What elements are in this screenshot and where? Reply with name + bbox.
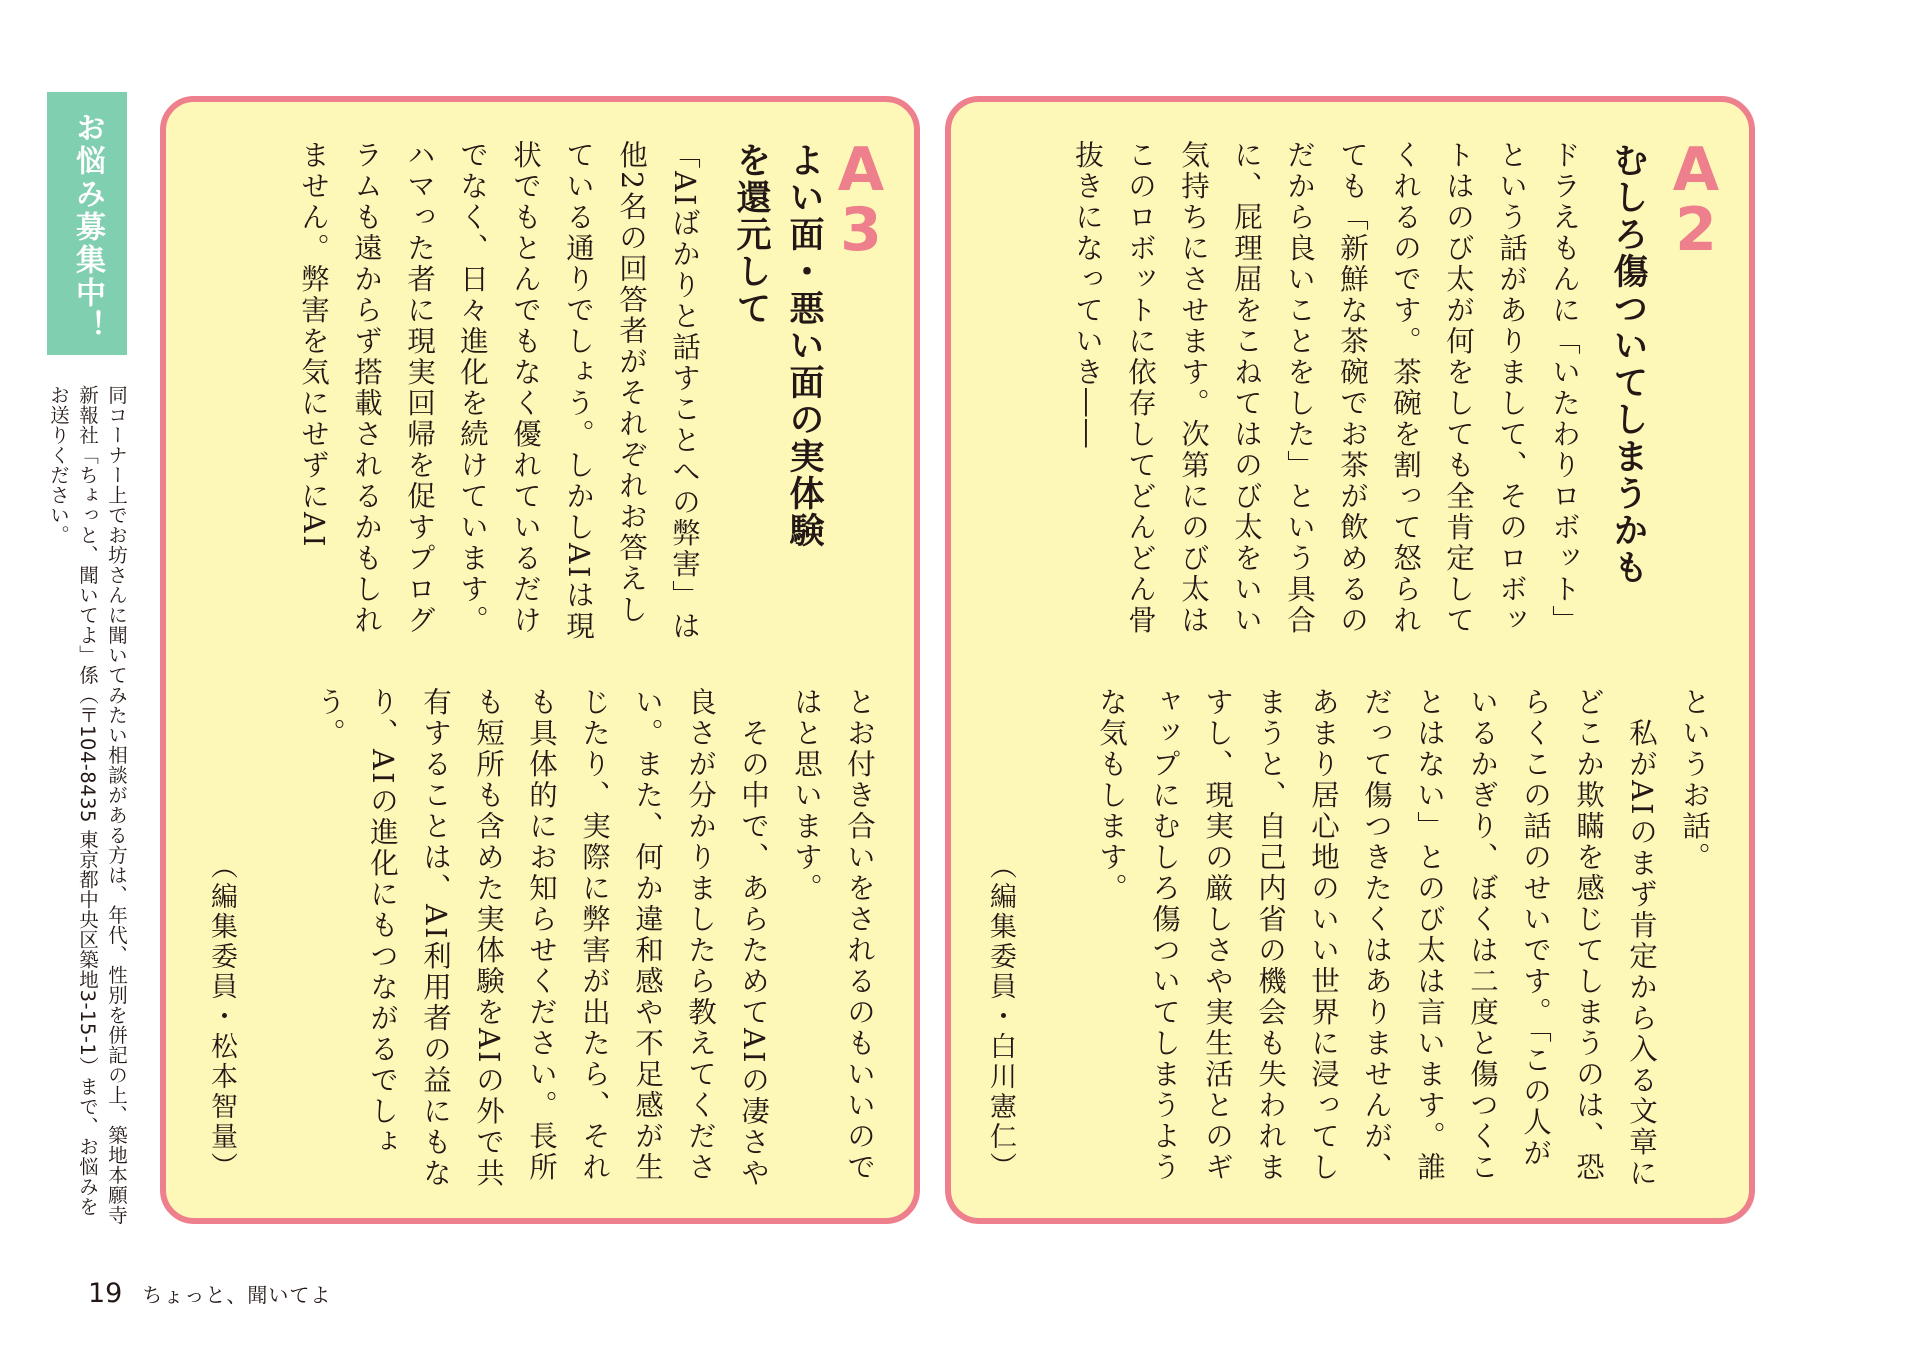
series-title: ちょっと、聞いてよ <box>142 1283 332 1307</box>
answer-a3-title: よい面・悪い面の実体験を還元して <box>731 142 824 549</box>
answer-a3-label-letter: A <box>837 135 885 205</box>
answer-a3-upper-text: 「AIばかりと話すことへの弊害」は他2名の回答者がそれぞれお答えしている通りでしょう。しかしAIは現状でもとんでもなく優れているだけでなく、日々進化を続けています。ハマった者に現実回帰を促すプログラムも遠からず搭載されるかもしれません。弊害を気にせずにAI <box>297 140 701 642</box>
answer-a2-lower-text: というお話。 私がAIのまず肯定から入る文章にどこか欺瞞を感じてしまうのは、恐らくこの話のせいです。「この人がいるかぎり、ぼくは二度と傷つくことはない」とのび太は言います。誰だって傷つきたくはありませんが、あまり居心地のいい世界に浸ってしまうと、自己内省の機会も失われますし、現実の厳しさや実生活とのギャップにむしろ傷ついてしまうような気もします。 <box>1095 687 1711 1189</box>
answer-a2-card <box>945 96 1755 1224</box>
answer-a2-label <box>1661 135 1731 265</box>
page-footer <box>88 1278 331 1309</box>
side-tab <box>47 92 127 355</box>
answer-a3-label <box>826 135 896 265</box>
page-number: 19 <box>88 1278 123 1309</box>
answer-a3-credit: （編集委員・松本智量） <box>206 852 237 1182</box>
side-note: 同コーナー上でお坊さんに聞いてみたい相談がある方は、年代、性別を併記の上、築地本願寺新報社「ちょっと、聞いてよ」係（〒104-8435 東京都中央区築地3-15-1）まで、お悩みをお送りください。 <box>47 385 128 1225</box>
answer-a3-card <box>160 96 920 1224</box>
side-tab-label: お悩み募集中！ <box>70 112 105 343</box>
answer-a2-upper-text: ドラえもんに「いたわりロボット」という話がありまして、そのロボットはのび太が何をしても全肯定してくれるのです。茶碗を割って怒られても「新鮮な茶碗でお茶が飲めるのだから良いことをした」という具合に、屁理屈をこねてはのび太をいい気持ちにさせます。次第にのび太はこのロボットに依存してどんどん骨抜きになっていき―― <box>1071 140 1581 636</box>
answer-a3-label-number: 3 <box>840 195 882 265</box>
answer-a3-lower-text: とお付き合いをされるのもいいのではと思います。 その中で、あらためてAIの凄さや良さが分かりましたら教えてください。また、何か違和感や不足感が生じたり、実際に弊害が出たら、それも具体的にお知らせください。長所も短所も含めた実体験をAIの外で共有することは、AI利用者の益にもなり、AIの進化にもつながるでしょう。 <box>313 687 876 1189</box>
answer-a2-label-letter: A <box>1672 135 1720 205</box>
answer-a2-credit: （編集委員・白川憲仁） <box>985 852 1016 1182</box>
answer-a2-title: むしろ傷ついてしまうかも <box>1608 142 1648 586</box>
answer-a2-label-number: 2 <box>1675 195 1717 265</box>
